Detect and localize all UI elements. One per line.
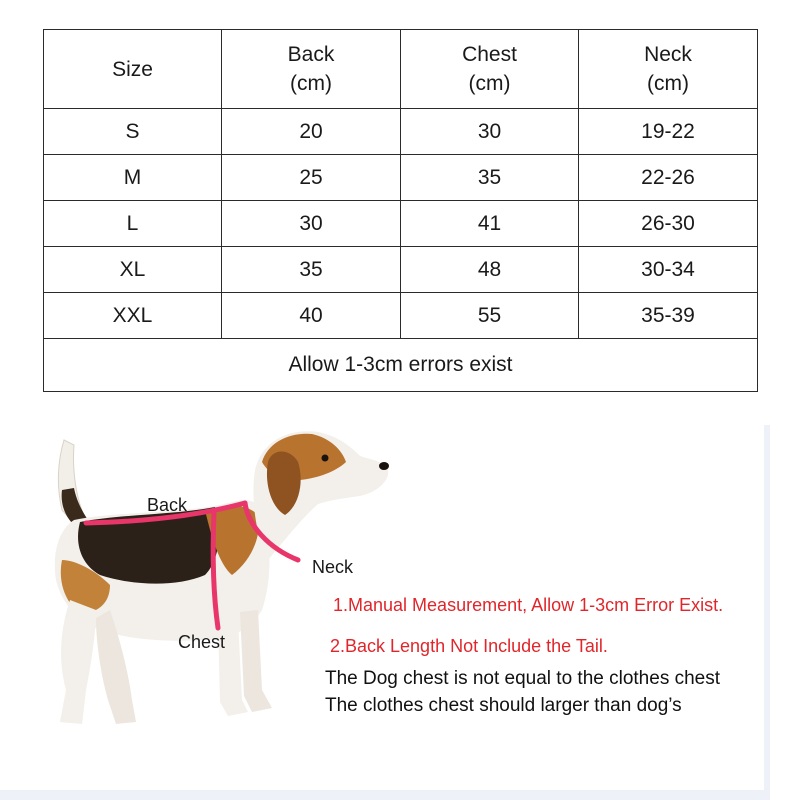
- dog-nose: [379, 462, 389, 470]
- cell-neck: 30-34: [579, 247, 758, 293]
- cell-size: M: [44, 155, 222, 201]
- cell-chest: 30: [401, 109, 579, 155]
- table-header-row: [44, 30, 758, 109]
- note-manual-measurement: 1.Manual Measurement, Allow 1-3cm Error Exist.: [333, 595, 724, 615]
- table-footer-row: [44, 339, 758, 392]
- tolerance-note: Allow 1-3cm errors exist: [44, 339, 758, 392]
- cell-size: L: [44, 201, 222, 247]
- header-chest: Chest (cm): [401, 30, 579, 109]
- note-chest-larger: The clothes chest should larger than dog’s: [325, 695, 682, 716]
- note-back-length: 2.Back Length Not Include the Tail.: [330, 636, 608, 656]
- cell-chest: 35: [401, 155, 579, 201]
- cell-chest: 41: [401, 201, 579, 247]
- dog-eye: [322, 455, 329, 462]
- panel-edge: [764, 425, 770, 800]
- cell-chest: 48: [401, 247, 579, 293]
- dog-hind-leg-left: [60, 600, 96, 724]
- cell-size: XL: [44, 247, 222, 293]
- cell-neck: 22-26: [579, 155, 758, 201]
- cell-neck: 26-30: [579, 201, 758, 247]
- table-row: [44, 247, 758, 293]
- cell-size: S: [44, 109, 222, 155]
- panel-bottom-strip: [0, 790, 770, 800]
- cell-size: XXL: [44, 293, 222, 339]
- cell-neck: 35-39: [579, 293, 758, 339]
- dog-front-leg-right: [240, 610, 272, 712]
- back-label: Back: [147, 495, 188, 515]
- cell-chest: 55: [401, 293, 579, 339]
- cell-back: 20: [222, 109, 401, 155]
- cell-back: 25: [222, 155, 401, 201]
- table-row: [44, 109, 758, 155]
- cell-back: 30: [222, 201, 401, 247]
- table-row: [44, 201, 758, 247]
- note-chest-difference: The Dog chest is not equal to the clothes chest: [325, 668, 721, 689]
- table-row: [44, 293, 758, 339]
- header-size: Size: [44, 30, 222, 109]
- header-neck: Neck (cm): [579, 30, 758, 109]
- table-row: [44, 155, 758, 201]
- size-chart-table: [43, 29, 758, 392]
- cell-back: 40: [222, 293, 401, 339]
- header-back: Back (cm): [222, 30, 401, 109]
- chest-label: Chest: [178, 632, 226, 652]
- neck-label: Neck: [312, 557, 354, 577]
- cell-neck: 19-22: [579, 109, 758, 155]
- cell-back: 35: [222, 247, 401, 293]
